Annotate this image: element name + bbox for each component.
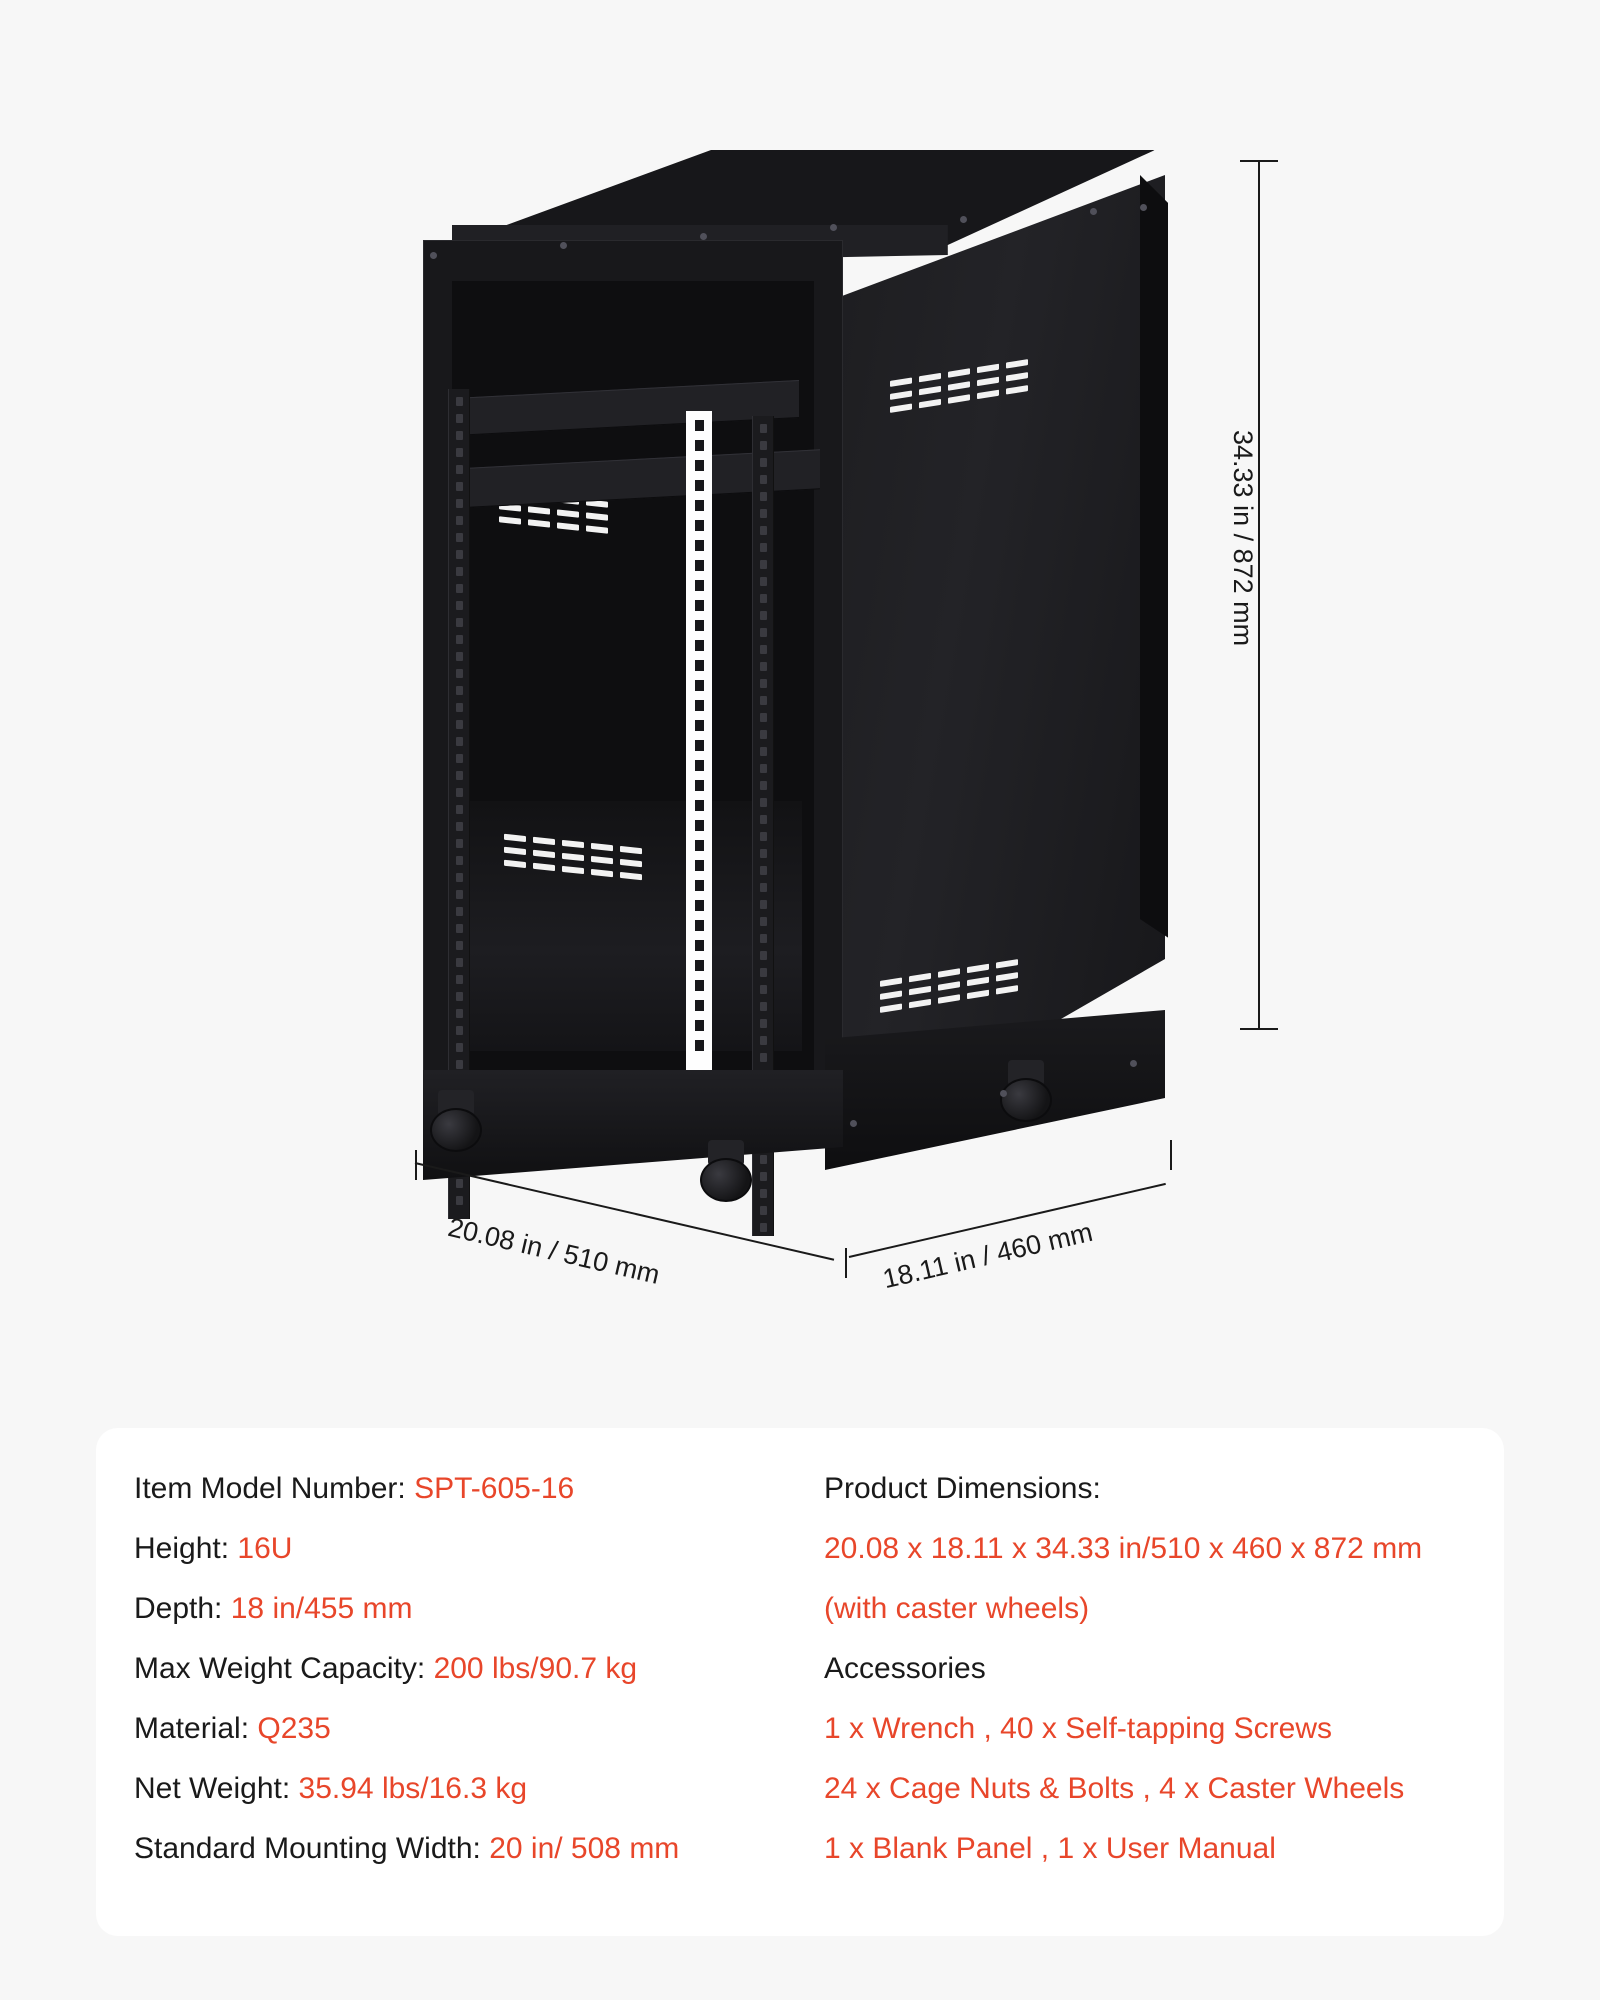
accessories-line-1: 1 x Wrench , 40 x Self-tapping Screws (824, 1712, 1333, 1745)
spec-model-number (134, 1474, 762, 1504)
depth-dimension-label: 18.11 in / 460 mm (880, 1216, 1096, 1295)
spec-height (134, 1534, 762, 1564)
spec-max-weight-label: Max Weight Capacity: (134, 1652, 434, 1685)
height-dimension-line (1258, 160, 1260, 1030)
screw (700, 233, 707, 240)
spec-material (134, 1714, 762, 1744)
spec-model-number-value: SPT-605-16 (414, 1472, 575, 1505)
spec-depth-value: 18 in/455 mm (230, 1592, 413, 1625)
accessories-title: Accessories (824, 1652, 986, 1685)
depth-dimension-cap-right (1170, 1140, 1172, 1170)
product-dimensions-title: Product Dimensions: (824, 1472, 1101, 1505)
product-dimensions-value: 20.08 x 18.11 x 34.33 in/510 x 460 x 872 mm (824, 1532, 1423, 1565)
spec-depth (134, 1594, 762, 1624)
height-dimension-label: 34.33 in / 872 mm (1228, 430, 1258, 647)
specification-card (96, 1428, 1504, 1936)
rack-front-frame (423, 240, 843, 1120)
caster-wheel (1000, 1060, 1052, 1122)
spec-model-number-label: Item Model Number: (134, 1472, 415, 1505)
screw (960, 216, 967, 223)
screw (560, 242, 567, 249)
caster-wheel (430, 1090, 482, 1152)
spec-column-right (786, 1474, 1504, 1936)
spec-net-weight-label: Net Weight: (134, 1772, 299, 1805)
spec-material-label: Material: (134, 1712, 258, 1745)
spec-max-weight (134, 1654, 762, 1684)
spec-mounting-width-value: 20 in/ 508 mm (489, 1832, 680, 1865)
spec-column-left (96, 1474, 786, 1936)
spec-material-value: Q235 (257, 1712, 331, 1745)
width-dimension-label: 20.08 in / 510 mm (445, 1212, 663, 1290)
screw (850, 1120, 857, 1127)
screw (830, 224, 837, 231)
caster-wheel (700, 1140, 752, 1202)
product-dimensions-note: (with caster wheels) (824, 1592, 1090, 1625)
screw (1140, 204, 1147, 211)
screw (1000, 1090, 1007, 1097)
spec-net-weight (134, 1774, 762, 1804)
spec-height-value: 16U (237, 1532, 293, 1565)
width-dimension-cap-right (845, 1248, 847, 1278)
height-dimension-cap-top (1240, 160, 1278, 162)
height-dimension-cap-bottom (1240, 1028, 1278, 1030)
accessories-line-2: 24 x Cage Nuts & Bolts , 4 x Caster Wheels (824, 1772, 1405, 1805)
spec-height-label: Height: (134, 1532, 238, 1565)
accessories-line-3: 1 x Blank Panel , 1 x User Manual (824, 1832, 1276, 1865)
spec-mounting-width (134, 1834, 762, 1864)
spec-mounting-width-label: Standard Mounting Width: (134, 1832, 490, 1865)
screw (430, 252, 437, 259)
spec-net-weight-value: 35.94 lbs/16.3 kg (298, 1772, 528, 1805)
screw (1130, 1060, 1137, 1067)
width-dimension-cap-left (415, 1150, 417, 1180)
server-rack-image (400, 130, 1200, 1230)
rack-bottom-face (423, 1070, 843, 1180)
spec-depth-label: Depth: (134, 1592, 231, 1625)
spec-max-weight-value: 200 lbs/90.7 kg (433, 1652, 638, 1685)
rack-side-panel (825, 175, 1165, 1155)
rack-rail-highlight (686, 411, 712, 1091)
screw (1090, 208, 1097, 215)
